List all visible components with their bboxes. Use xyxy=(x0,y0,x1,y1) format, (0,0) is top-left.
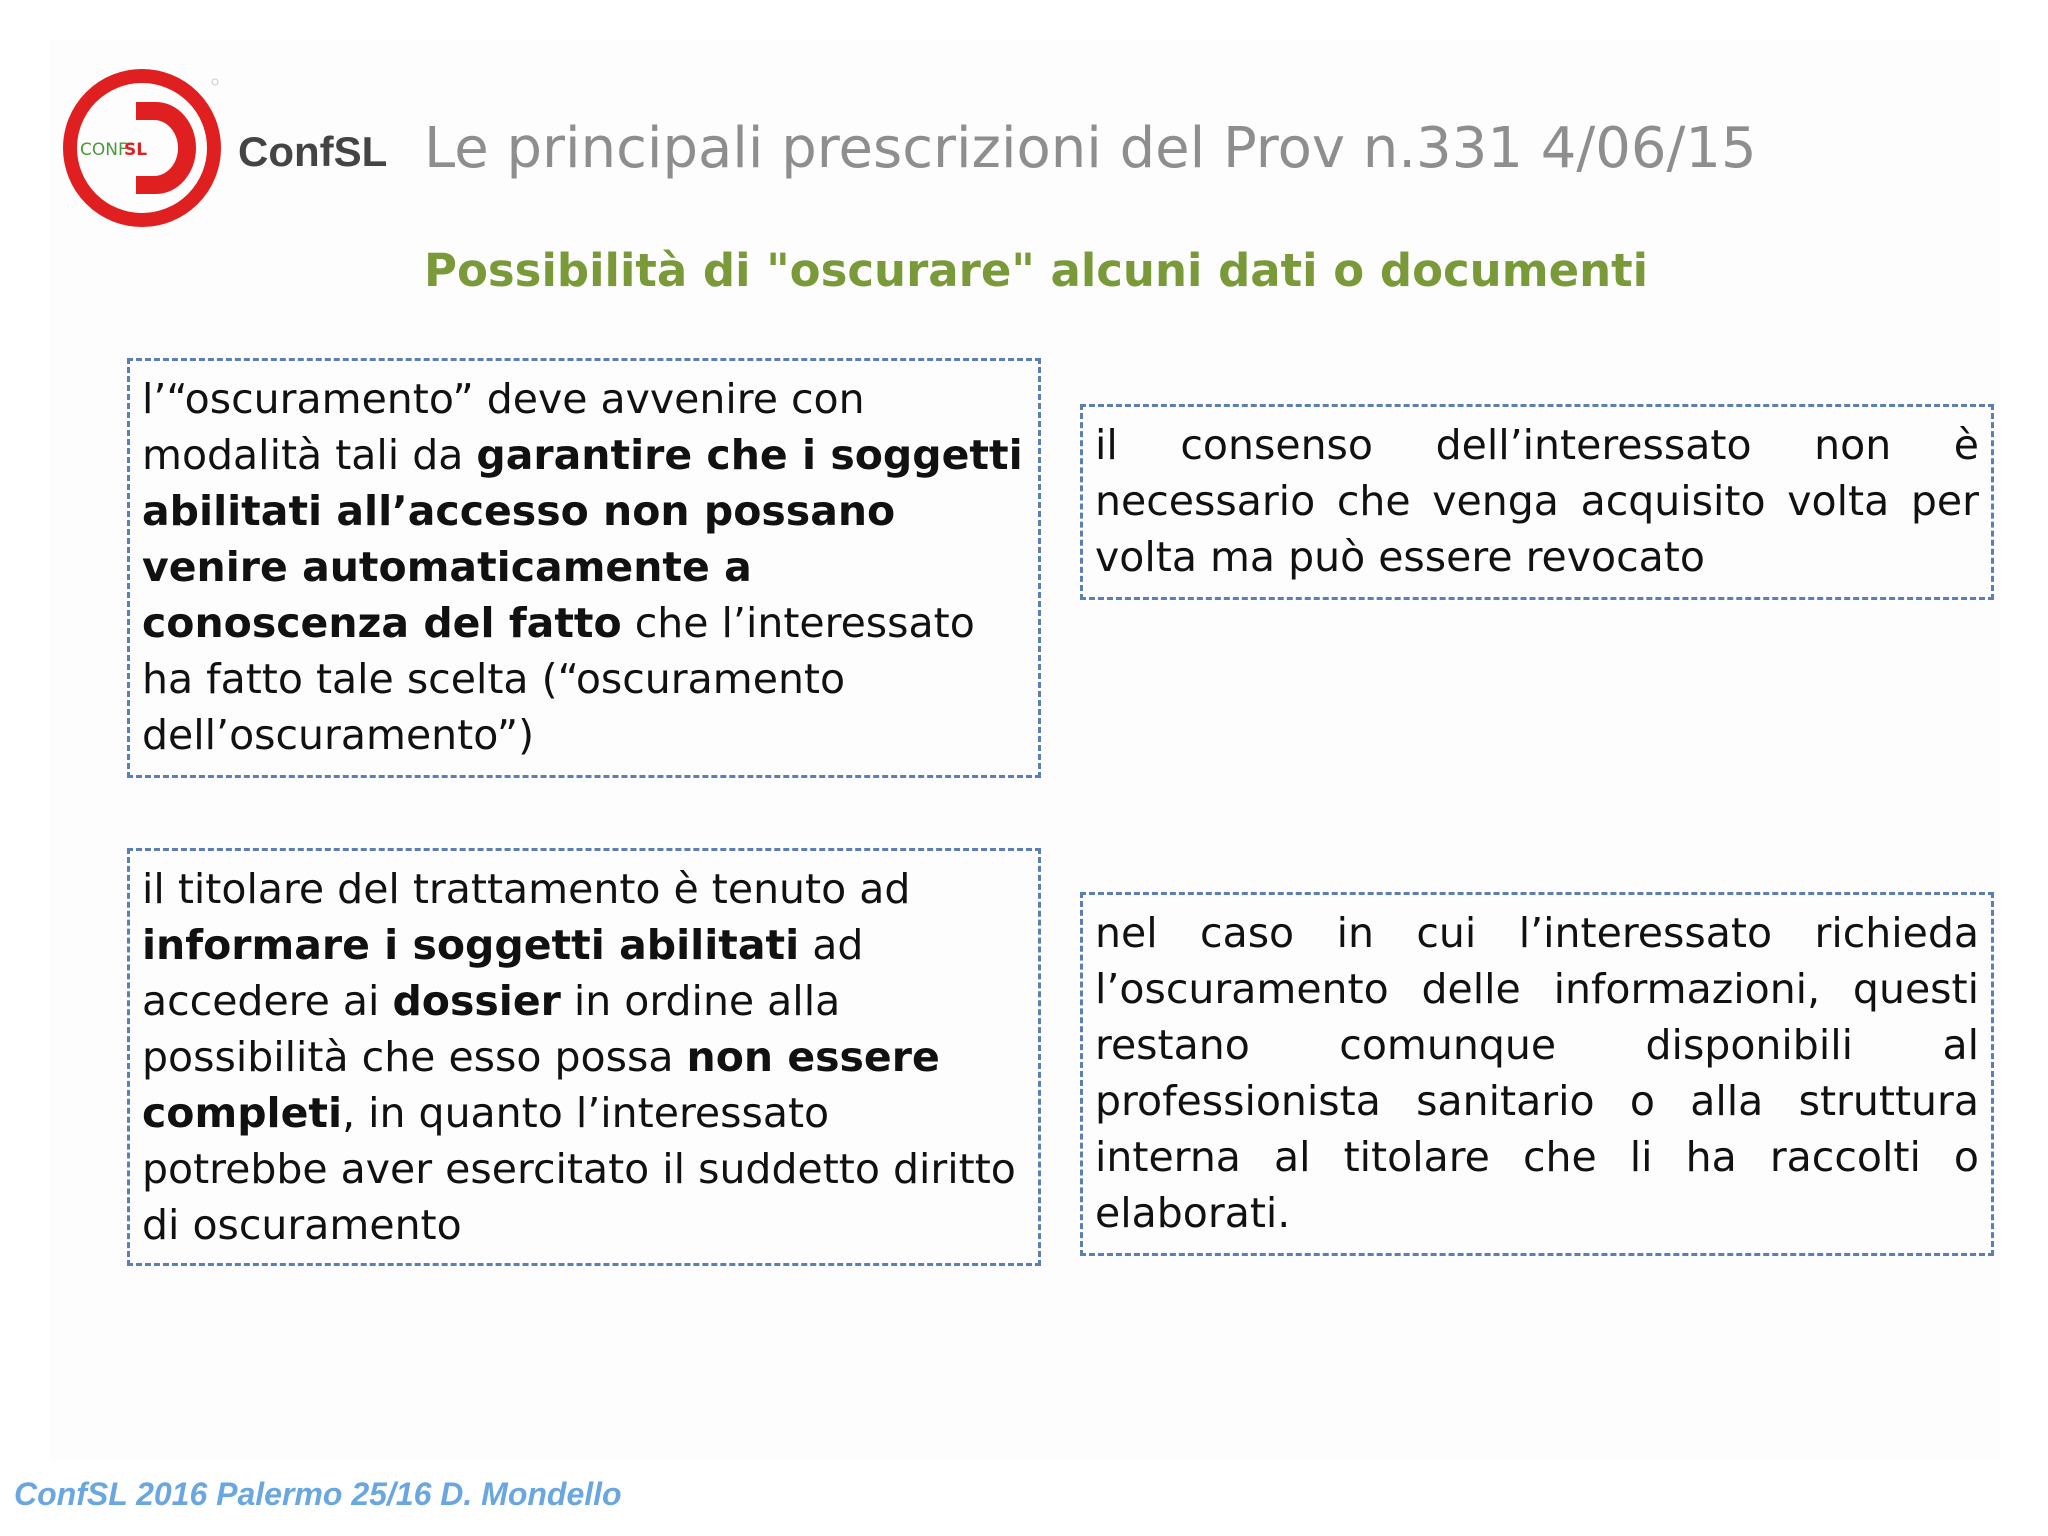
logo-text-sl: SL xyxy=(124,140,148,160)
footer-credit: ConfSL 2016 Palermo 25/16 D. Mondello xyxy=(14,1476,622,1512)
logo-text-conf: CONF xyxy=(80,140,128,160)
box3-text-2: ad accedere ai xyxy=(142,921,864,1025)
box2-text-1: il consenso dell’interessato non è necessario che venga acquisito volta per volta ma può essere revocato xyxy=(1095,421,1979,581)
box3-bold-1: informare i soggetti abilitati xyxy=(142,921,800,969)
slide-subtitle: Possibilità di "oscurare" alcuni dati o documenti xyxy=(424,244,1649,297)
text-box-consenso xyxy=(1080,404,1994,600)
confsl-logo xyxy=(62,68,222,228)
box3-text-1: il titolare del trattamento è tenuto ad xyxy=(142,865,911,913)
box3-bold-3: non essere completi xyxy=(142,1033,940,1137)
slide-title: Le principali prescrizioni del Prov n.331 4/06/15 xyxy=(424,116,1757,181)
brand-name: ConfSL xyxy=(238,128,388,175)
box3-text-3: in ordine alla possibilità che esso possa xyxy=(142,977,841,1081)
text-box-titolare xyxy=(127,848,1041,1266)
text-box-oscuramento-modalita xyxy=(127,358,1041,778)
box1-bold-1: garantire che i soggetti abilitati all’accesso non possano venire automaticamente a conoscenza del fatto xyxy=(142,431,1023,647)
text-box-disponibilita xyxy=(1080,892,1994,1256)
box1-text-1: l’“oscuramento” deve avvenire con modalità tali da xyxy=(142,375,865,479)
box3-text-4: , in quanto l’interessato potrebbe aver esercitato il suddetto diritto di oscuramento xyxy=(142,1089,1016,1249)
box3-bold-2: dossier xyxy=(392,977,561,1025)
box4-text-1: nel caso in cui l’interessato richieda l’oscuramento delle informazioni, questi restano comunque disponibili al professionista sanitario o alla struttura interna al titolare che li ha raccolti o elaborati. xyxy=(1095,909,1979,1237)
box1-text-2: che l’interessato ha fatto tale scelta (“oscuramento dell’oscuramento”) xyxy=(142,599,975,759)
